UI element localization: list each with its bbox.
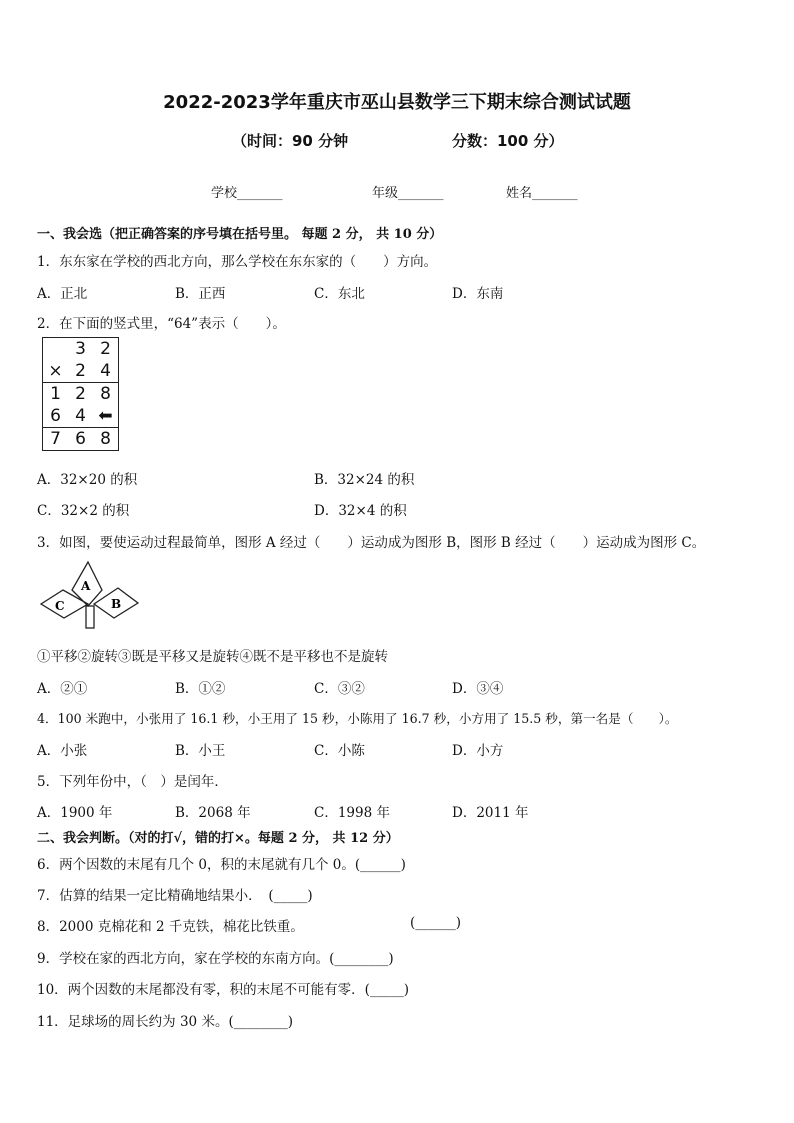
exam-time: （时间：90 分钟 — [232, 132, 349, 150]
stand-rect — [86, 606, 94, 628]
question-1: 1．东东家在学校的西北方向，那么学校在东东家的（ ）方向。 — [37, 254, 438, 270]
question-5: 5．下列年份中，（ ）是闰年． — [37, 774, 228, 790]
q5-option-b: B．2068 年 — [175, 805, 251, 821]
question-7: 7．估算的结果一定比精确地结果小． (_____) — [37, 888, 313, 904]
q3-option-c: C．③② — [314, 681, 365, 697]
multiplication-figure: 3 2 × 2 4 1 2 8 6 4 ⬅ 7 6 8 — [42, 337, 119, 451]
exam-score: 分数：100 分） — [452, 132, 564, 150]
q5-option-a: A．1900 年 — [37, 805, 113, 821]
grade-field: 年级_______ — [372, 186, 444, 201]
q5-option-d: D．2011 年 — [452, 805, 529, 821]
q5-option-c: C．1998 年 — [314, 805, 390, 821]
q2-option-b: B．32×24 的积 — [314, 472, 415, 488]
question-4: 4．100 米跑中，小张用了 16.1 秒，小王用了 15 秒，小陈用了 16.7 秒，小方用了 15.5 秒，第一名是（ ）。 — [37, 711, 678, 726]
q1-option-a: A．正北 — [37, 286, 88, 302]
q3-choices: ①平移②旋转③既是平移又是旋转④既不是平移也不是旋转 — [37, 649, 388, 665]
label-b: B — [111, 597, 122, 611]
q4-option-d: D．小方 — [452, 743, 504, 759]
q4-option-b: B．小王 — [175, 743, 226, 759]
q1-option-b: B．正西 — [175, 286, 226, 302]
question-10: 10．两个因数的末尾都没有零，积的末尾不可能有零．(_____) — [37, 982, 409, 998]
question-6: 6．两个因数的末尾有几个 0，积的末尾就有几个 0。(______) — [37, 857, 406, 873]
name-field: 姓名_______ — [506, 186, 578, 201]
page-title: 2022-2023学年重庆市巫山县数学三下期末综合测试试题 — [163, 92, 631, 113]
question-8-blank: (______) — [410, 915, 462, 931]
q4-option-c: C．小陈 — [314, 743, 365, 759]
q2-option-d: D．32×4 的积 — [314, 503, 407, 519]
section2-heading: 二、我会判断。（对的打√，错的打×。每题 2 分， 共 12 分） — [37, 831, 399, 846]
label-c: C — [55, 599, 65, 613]
question-9: 9．学校在家的西北方向，家在学校的东南方向。(________) — [37, 951, 394, 967]
section1-heading: 一、我会选（把正确答案的序号填在括号里。 每题 2 分， 共 10 分） — [37, 227, 443, 242]
q4-option-a: A．小张 — [37, 743, 88, 759]
question-11: 11．足球场的周长约为 30 米。(________) — [37, 1014, 293, 1030]
q2-option-c: C．32×2 的积 — [37, 503, 130, 519]
q1-option-c: C．东北 — [314, 286, 365, 302]
question-2: 2．在下面的竖式里，“64”表示（ ）。 — [37, 316, 286, 332]
label-a: A — [81, 579, 91, 593]
q3-option-b: B．①② — [175, 681, 226, 697]
rotation-figure — [38, 560, 148, 632]
school-field: 学校_______ — [211, 186, 283, 201]
q3-option-d: D．③④ — [452, 681, 504, 697]
q2-option-a: A．32×20 的积 — [37, 472, 138, 488]
q1-option-d: D．东南 — [452, 286, 504, 302]
question-8: 8．2000 克棉花和 2 千克铁，棉花比铁重。 — [37, 919, 304, 935]
q3-option-a: A．②① — [37, 681, 88, 697]
question-3: 3．如图，要使运动过程最简单，图形 A 经过（ ）运动成为图形 B，图形 B 经过（ ）运动成为图形 C。 — [37, 535, 706, 551]
arrow-left-icon: ⬅ — [98, 406, 113, 426]
